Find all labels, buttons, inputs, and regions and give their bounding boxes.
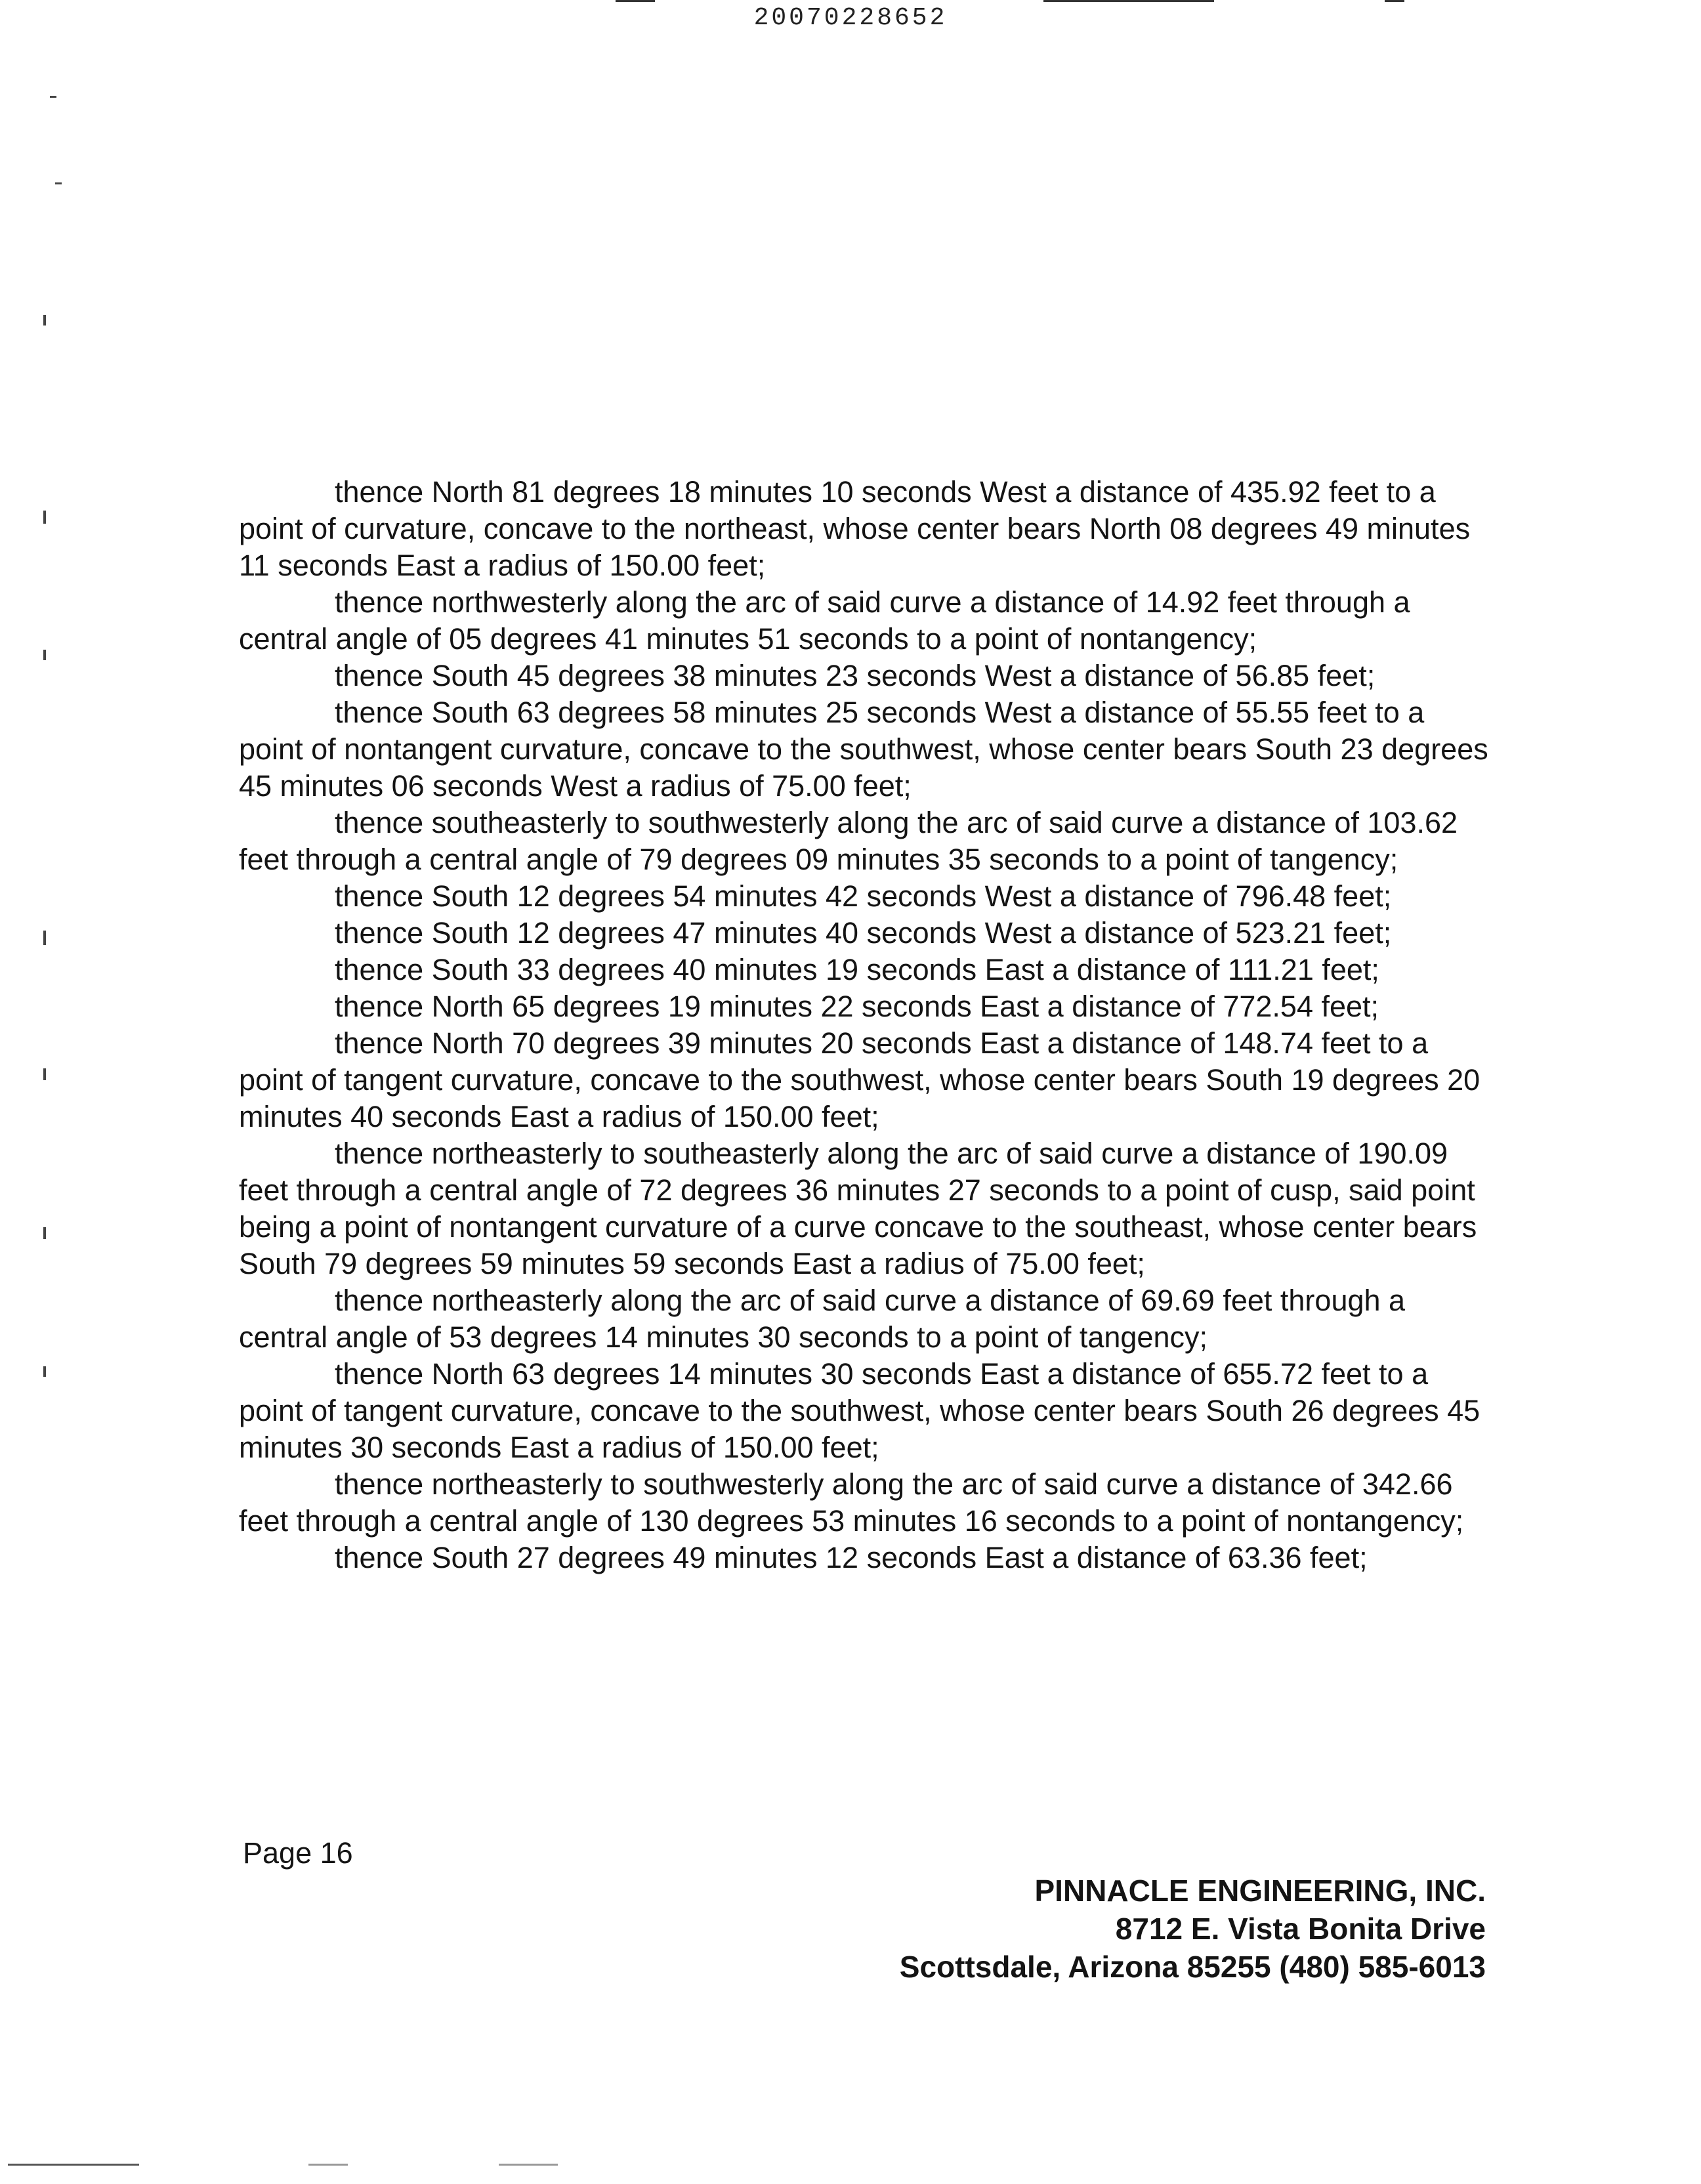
- legal-description: [239, 474, 1492, 1576]
- top-rule-far-right: [1385, 0, 1404, 2]
- margin-tick: [55, 182, 62, 184]
- course-paragraph: thence northeasterly along the arc of said curve a distance of 69.69 feet through a central angle of 53 degrees 14 minutes 30 seconds to a point of tangency;: [239, 1284, 1406, 1354]
- margin-mark: [43, 315, 46, 326]
- margin-tick: [50, 96, 56, 98]
- margin-mark: [43, 1366, 46, 1377]
- margin-mark: [43, 511, 46, 524]
- company-block: [900, 1872, 1486, 1986]
- margin-mark: [43, 1227, 46, 1239]
- company-address: 8712 E. Vista Bonita Drive: [1115, 1912, 1486, 1946]
- top-rule-left: [616, 0, 655, 2]
- recording-number: 20070228652: [753, 4, 948, 32]
- course-paragraph: thence South 12 degrees 47 minutes 40 seconds West a distance of 523.21 feet;: [335, 916, 1392, 950]
- margin-mark: [43, 931, 46, 945]
- page-number: Page 16: [243, 1836, 353, 1870]
- course-paragraph: thence South 63 degrees 58 minutes 25 seconds West a distance of 55.55 feet to a point of nontangent curvature, concave to the southwest, whose center bears South 23 degrees 45 minutes 06 seconds West a radius of 75.00 feet;: [239, 696, 1488, 803]
- course-paragraph: thence South 33 degrees 40 minutes 19 seconds East a distance of 111.21 feet;: [335, 953, 1379, 986]
- course-paragraph: thence North 70 degrees 39 minutes 20 seconds East a distance of 148.74 feet to a point of tangent curvature, concave to the southwest, whose center bears South 19 degrees 20 minutes 40 seconds East a radius of 150.00 feet;: [239, 1026, 1480, 1133]
- course-paragraph: thence South 12 degrees 54 minutes 42 seconds West a distance of 796.48 feet;: [335, 879, 1392, 913]
- bottom-rule-middle: [308, 2164, 348, 2166]
- margin-mark: [43, 1068, 46, 1080]
- course-paragraph: thence northeasterly to southwesterly along the arc of said curve a distance of 342.66 feet through a central angle of 130 degrees 53 minutes 16 seconds to a point of nontangency;: [239, 1467, 1464, 1538]
- course-paragraph: thence North 81 degrees 18 minutes 10 seconds West a distance of 435.92 feet to a point of curvature, concave to the northeast, whose center bears North 08 degrees 49 minutes 11 seconds East a radius of 150.00 feet;: [239, 475, 1471, 582]
- course-paragraph: thence northeasterly to southeasterly along the arc of said curve a distance of 190.09 feet through a central angle of 72 degrees 36 minutes 27 seconds to a point of cusp, said point being a point of nontangent curvature of a curve concave to the southeast, whose center bears South 79 degrees 59 minutes 59 seconds East a radius of 75.00 feet;: [239, 1137, 1477, 1280]
- course-paragraph: thence North 65 degrees 19 minutes 22 seconds East a distance of 772.54 feet;: [335, 990, 1379, 1023]
- company-name: PINNACLE ENGINEERING, INC.: [1034, 1874, 1486, 1908]
- course-paragraph: thence South 45 degrees 38 minutes 23 seconds West a distance of 56.85 feet;: [335, 659, 1376, 692]
- course-paragraph: thence northwesterly along the arc of said curve a distance of 14.92 feet through a central angle of 05 degrees 41 minutes 51 seconds to a point of nontangency;: [239, 585, 1410, 656]
- company-city-phone: Scottsdale, Arizona 85255 (480) 585-6013: [899, 1950, 1486, 1984]
- course-paragraph: thence South 27 degrees 49 minutes 12 seconds East a distance of 63.36 feet;: [335, 1541, 1368, 1574]
- bottom-rule-left: [8, 2164, 139, 2166]
- course-paragraph: thence North 63 degrees 14 minutes 30 seconds East a distance of 655.72 feet to a point of tangent curvature, concave to the southwest, whose center bears South 26 degrees 45 minutes 30 seconds East a radius of 150.00 feet;: [239, 1357, 1480, 1464]
- top-rule-right: [1043, 0, 1214, 2]
- bottom-rule-right: [499, 2164, 558, 2166]
- course-paragraph: thence southeasterly to southwesterly along the arc of said curve a distance of 103.62 feet through a central angle of 79 degrees 09 minutes 35 seconds to a point of tangency;: [239, 806, 1458, 876]
- margin-mark: [43, 650, 46, 660]
